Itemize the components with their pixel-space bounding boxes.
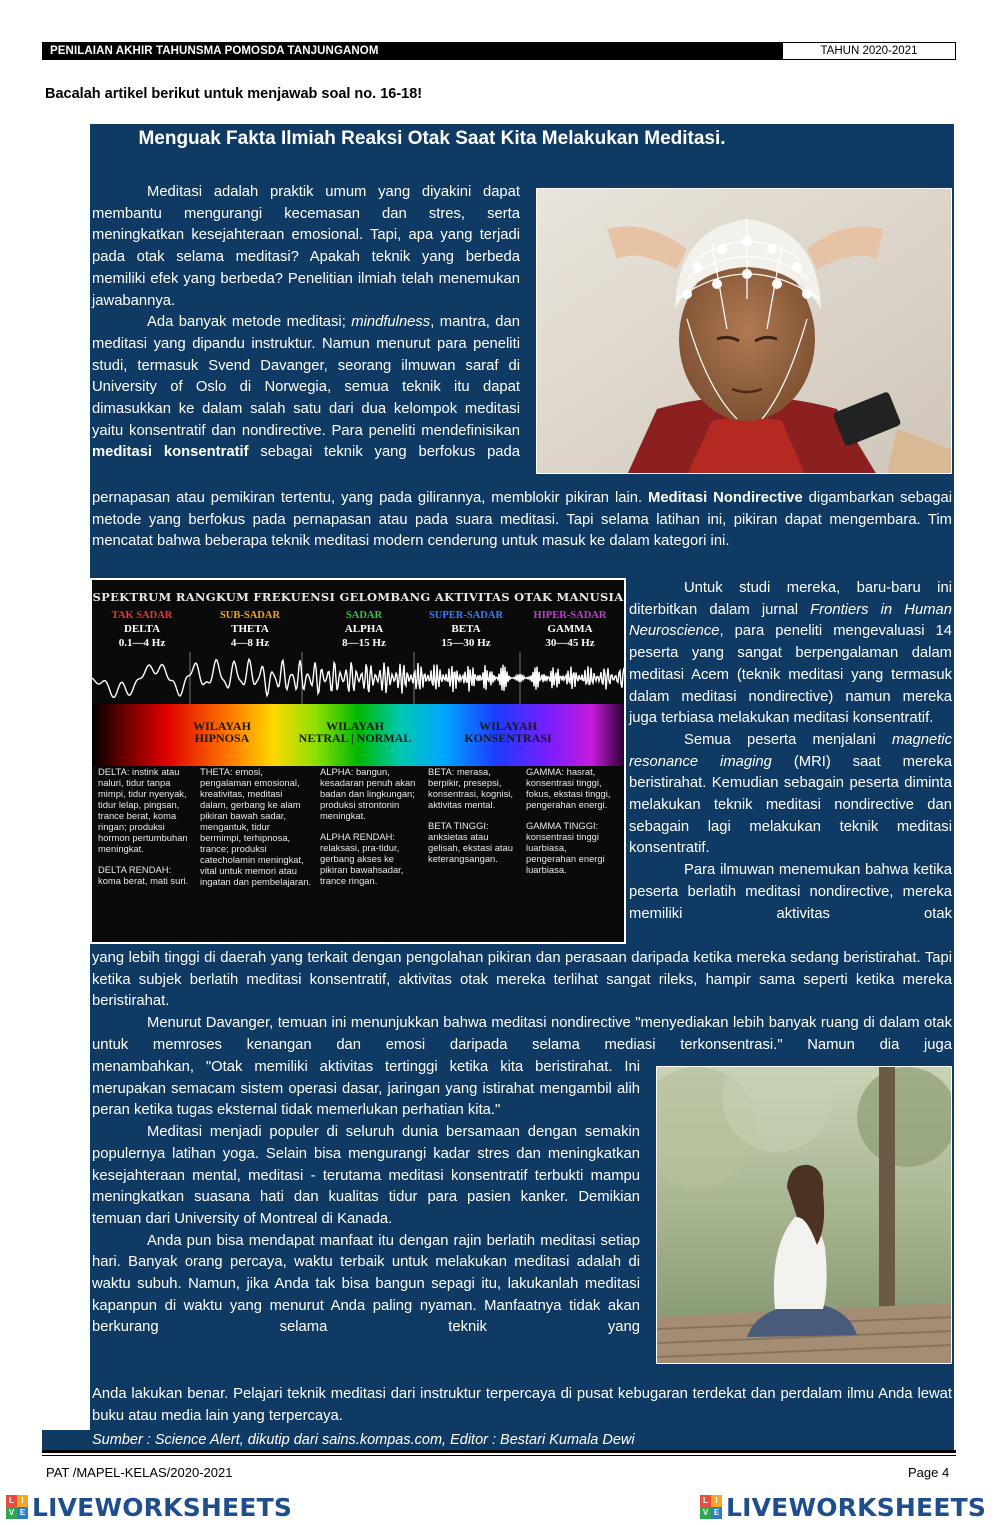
paragraph-8-start: Anda pun bisa mendapat manfaat itu dengan rajin berlatih meditasi setiap hari. Banyak orang percaya, waktu terbaik untuk melakukan meditasi adalah di waktu subuh. Namun, jika Anda tak bisa bangun sepagi itu, lakukanlah meditasi kapanpun di waktu yang menurut Anda paling nyaman. Manfaatnya tidak akan berkurang selama teknik yang	[92, 1232, 640, 1336]
spectrum-column-delta: TAK SADAR DELTA 0.1—4 Hz	[111, 610, 173, 649]
paragraph-4: Semua peserta menjalani magnetic resonance imaging (MRI) saat mereka beristirahat. Kemudian sebagain peserta diminta melakukan teknik meditasi nondirective dan sebagain lagi melakukan teknik meditasi konsentratif.	[629, 731, 953, 857]
liveworksheets-logo-left[interactable]	[6, 1493, 292, 1521]
exam-header: PENILAIAN AKHIR TAHUNSMA POMOSDA TANJUNGANOM	[42, 42, 782, 60]
liveworksheets-logo-right[interactable]	[700, 1493, 986, 1521]
paragraph-6-end: menambahkan, "Otak memiliki aktivitas tertinggi ketika kita beristirahat. Ini merupakan semacam sistem operasi dasar, jaringan yang istirahat mengambil alih peran ketika tugas eksternal tidak memerlukan perhatian kita."	[92, 1059, 640, 1119]
liveworksheets-icon: L I V E	[700, 1495, 722, 1519]
article-block-6	[92, 1384, 952, 1427]
spectrum-column-gamma: HIPER-SADAR GAMMA 30—45 Hz	[533, 610, 607, 649]
article-title: Menguak Fakta Ilmiah Reaksi Otak Saat Kita Melakukan Meditasi.	[138, 128, 726, 149]
spectrum-column-beta: SUPER-SADAR BETA 15—30 Hz	[428, 610, 504, 649]
liveworksheets-icon: L I V E	[6, 1495, 28, 1519]
desc-beta: BETA: merasa, berpikir, presepsi, konsentrasi, kognisi, aktivitas mental. BETA TINGGI: anksietas atau gelisah, ekstasi atau keterangsangan.	[428, 766, 513, 864]
spectrum-column-theta: SUB-SADAR THETA 4—8 Hz	[219, 610, 281, 649]
eeg-meditation-photo	[536, 188, 952, 474]
desc-gamma: GAMMA: hasrat, konsentrasi tinggi, fokus, ekstasi tinggi, pengerahan energi. GAMMA TINGGI: konsentrasi tinggi luarbiasa, pengerahan energi luarbiasa.	[526, 766, 611, 875]
desc-delta: DELTA: instink atau naluri, tidur tanpa mimpi, tidur nyenyak, tidur lelap, pingsan, trance berat, koma ringan; produksi hormon pertumbuhan meningkat. DELTA RENDAH: koma berat, mati suri.	[98, 766, 189, 886]
paragraph-3: Untuk studi mereka, baru-baru ini diterbitkan dalam jurnal Frontiers in Human Neuroscience, para peneliti mengevaluasi 14 peserta yang sangat berpengalaman dalam meditasi Acem (teknik meditasi yang termasuk dalam meditasi nondirective) namun mereka juga terbiasa melakukan meditasi konsentratif.	[629, 580, 952, 727]
footer-code: PAT /MAPEL-KELAS/2020-2021	[46, 1465, 233, 1480]
exam-year: TAHUN 2020-2021	[782, 42, 956, 60]
footer-divider	[42, 1450, 956, 1456]
article-source: Sumber : Science Alert, dikutip dari sains.kompas.com, Editor : Bestari Kumala Dewi	[42, 1430, 954, 1450]
article-block-3	[629, 578, 952, 925]
article-block-4	[92, 948, 952, 1057]
paragraph-5-start: Para ilmuwan menemukan bahwa ketika peserta berlatih meditasi nondirective, mereka memiliki aktivitas otak	[629, 862, 952, 922]
paragraph-1: Meditasi adalah praktik umum yang diyakini dapat membantu mengurangi kecemasan dan stres, serta meningkatkan kesejahteraan emosional. Tapi, apa yang terjadi pada otak selama meditasi? Apakah teknik yang berbeda memiliki efek yang berbeda? Penelitian ilmiah telah menemukan jawabannya.	[92, 184, 520, 309]
instruction-text: Bacalah artikel berikut untuk menjawab soal no. 16-18!	[45, 86, 423, 102]
paragraph-2-end: pernapasan atau pemikiran tertentu, yang pada gilirannya, memblokir pikiran lain. Meditasi Nondirective digambarkan sebagai metode yang berfokus pada pernapasan atau pada suara meditasi. Tapi selama latihan ini, pikiran dapat mengembara. Tim mencatat bahwa beberapa teknik meditasi modern cenderung untuk masuk ke dalam kategori ini.	[92, 490, 952, 550]
desc-alpha: ALPHA: bangun, kesadaran penuh akan badan dan lingkungan; produksi strontonin meningkat. ALPHA RENDAH: relaksasi, pra-tidur, gerbang akses ke pikiran bawahsadar, trance ringan.	[320, 766, 416, 886]
article-block-5	[92, 1057, 640, 1339]
paragraph-6-start: Menurut Davanger, temuan ini menunjukkan bahwa meditasi nondirective "menyediakan lebih banyak ruang di dalam otak untuk memroses kenangan dan emosi daripada selama mediasi terkonsentrasi." Namun dia juga	[92, 1015, 952, 1053]
paragraph-2-start: Ada banyak metode meditasi; mindfulness, mantra, dan meditasi yang dipandu instruktur. Namun menurut para peneliti studi, termasuk Svend Davanger, seorang ilmuwan saraf di University of Oslo di Norwegia, semua teknik itu dapat dimasukkan ke dalam salah satu dari dua kelompok meditasi yaitu konsentratif dan nondirective. Para peneliti mendefinisikan meditasi konsentratif sebagai teknik yang berfokus pada	[92, 314, 520, 461]
zone-concentration: WILAYAH KONSENTRASI	[464, 719, 552, 745]
paragraph-7: Meditasi menjadi populer di seluruh dunia bersamaan dengan semakin populernya latihan yoga. Selain bisa mengurangi kadar stres dan meningkatkan kesejahteraan mental, meditasi - terutama meditasi konsentratif terbukti mampu meningkatkan suasana hati dan kualitas tidur para pasien kanker. Demikian temuan dari University of Montreal di Kanada.	[92, 1124, 640, 1227]
liveworksheets-wordmark: LIVEWORKSHEETS	[32, 1492, 293, 1522]
zone-hypnosis: WILAYAH HIPNOSA	[193, 719, 251, 745]
woman-meditating-photo	[656, 1066, 952, 1364]
spectrum-title: SPEKTRUM RANGKUM FREKUENSI GELOMBANG AKTIVITAS OTAK MANUSIA	[92, 590, 624, 604]
brainwave-signal	[92, 652, 624, 704]
zone-neutral: WILAYAH NETRAL | NORMAL	[298, 719, 412, 745]
spectrum-column-alpha: SADAR ALPHA 8—15 Hz	[342, 610, 386, 649]
paragraph-8-end: Anda lakukan benar. Pelajari teknik meditasi dari instruktur terpercaya di pusat kebugaran terdekat dan perdalam ilmu Anda lewat buku atau media lain yang terpercaya.	[92, 1386, 952, 1424]
desc-theta: THETA: emosi, pengalaman emosional, kreativitas, meditasi dalam, gerbang ke alam pikiran bawah sadar, mengantuk, tidur bermimpi, terhipnosa, trance; produksi catecholamin meningkat, vital untuk memori atau ingatan dan pembelajaran.	[200, 766, 312, 887]
page-number: Page 4	[908, 1465, 950, 1480]
liveworksheets-wordmark: LIVEWORKSHEETS	[726, 1492, 987, 1522]
brainwave-spectrum-infographic	[90, 578, 626, 944]
paragraph-5-end: yang lebih tinggi di daerah yang terkait dengan pengolahan pikiran dan perasaan daripada ketika mereka sedang beristirahat. Tapi ketika subjek berlatih meditasi konsentratif, aktivitas otak mereka terlihat sangat rileks, hampir sama seperti ketika mereka beristirahat.	[92, 950, 952, 1010]
article-block-1	[92, 182, 520, 464]
article-block-2	[92, 488, 952, 553]
